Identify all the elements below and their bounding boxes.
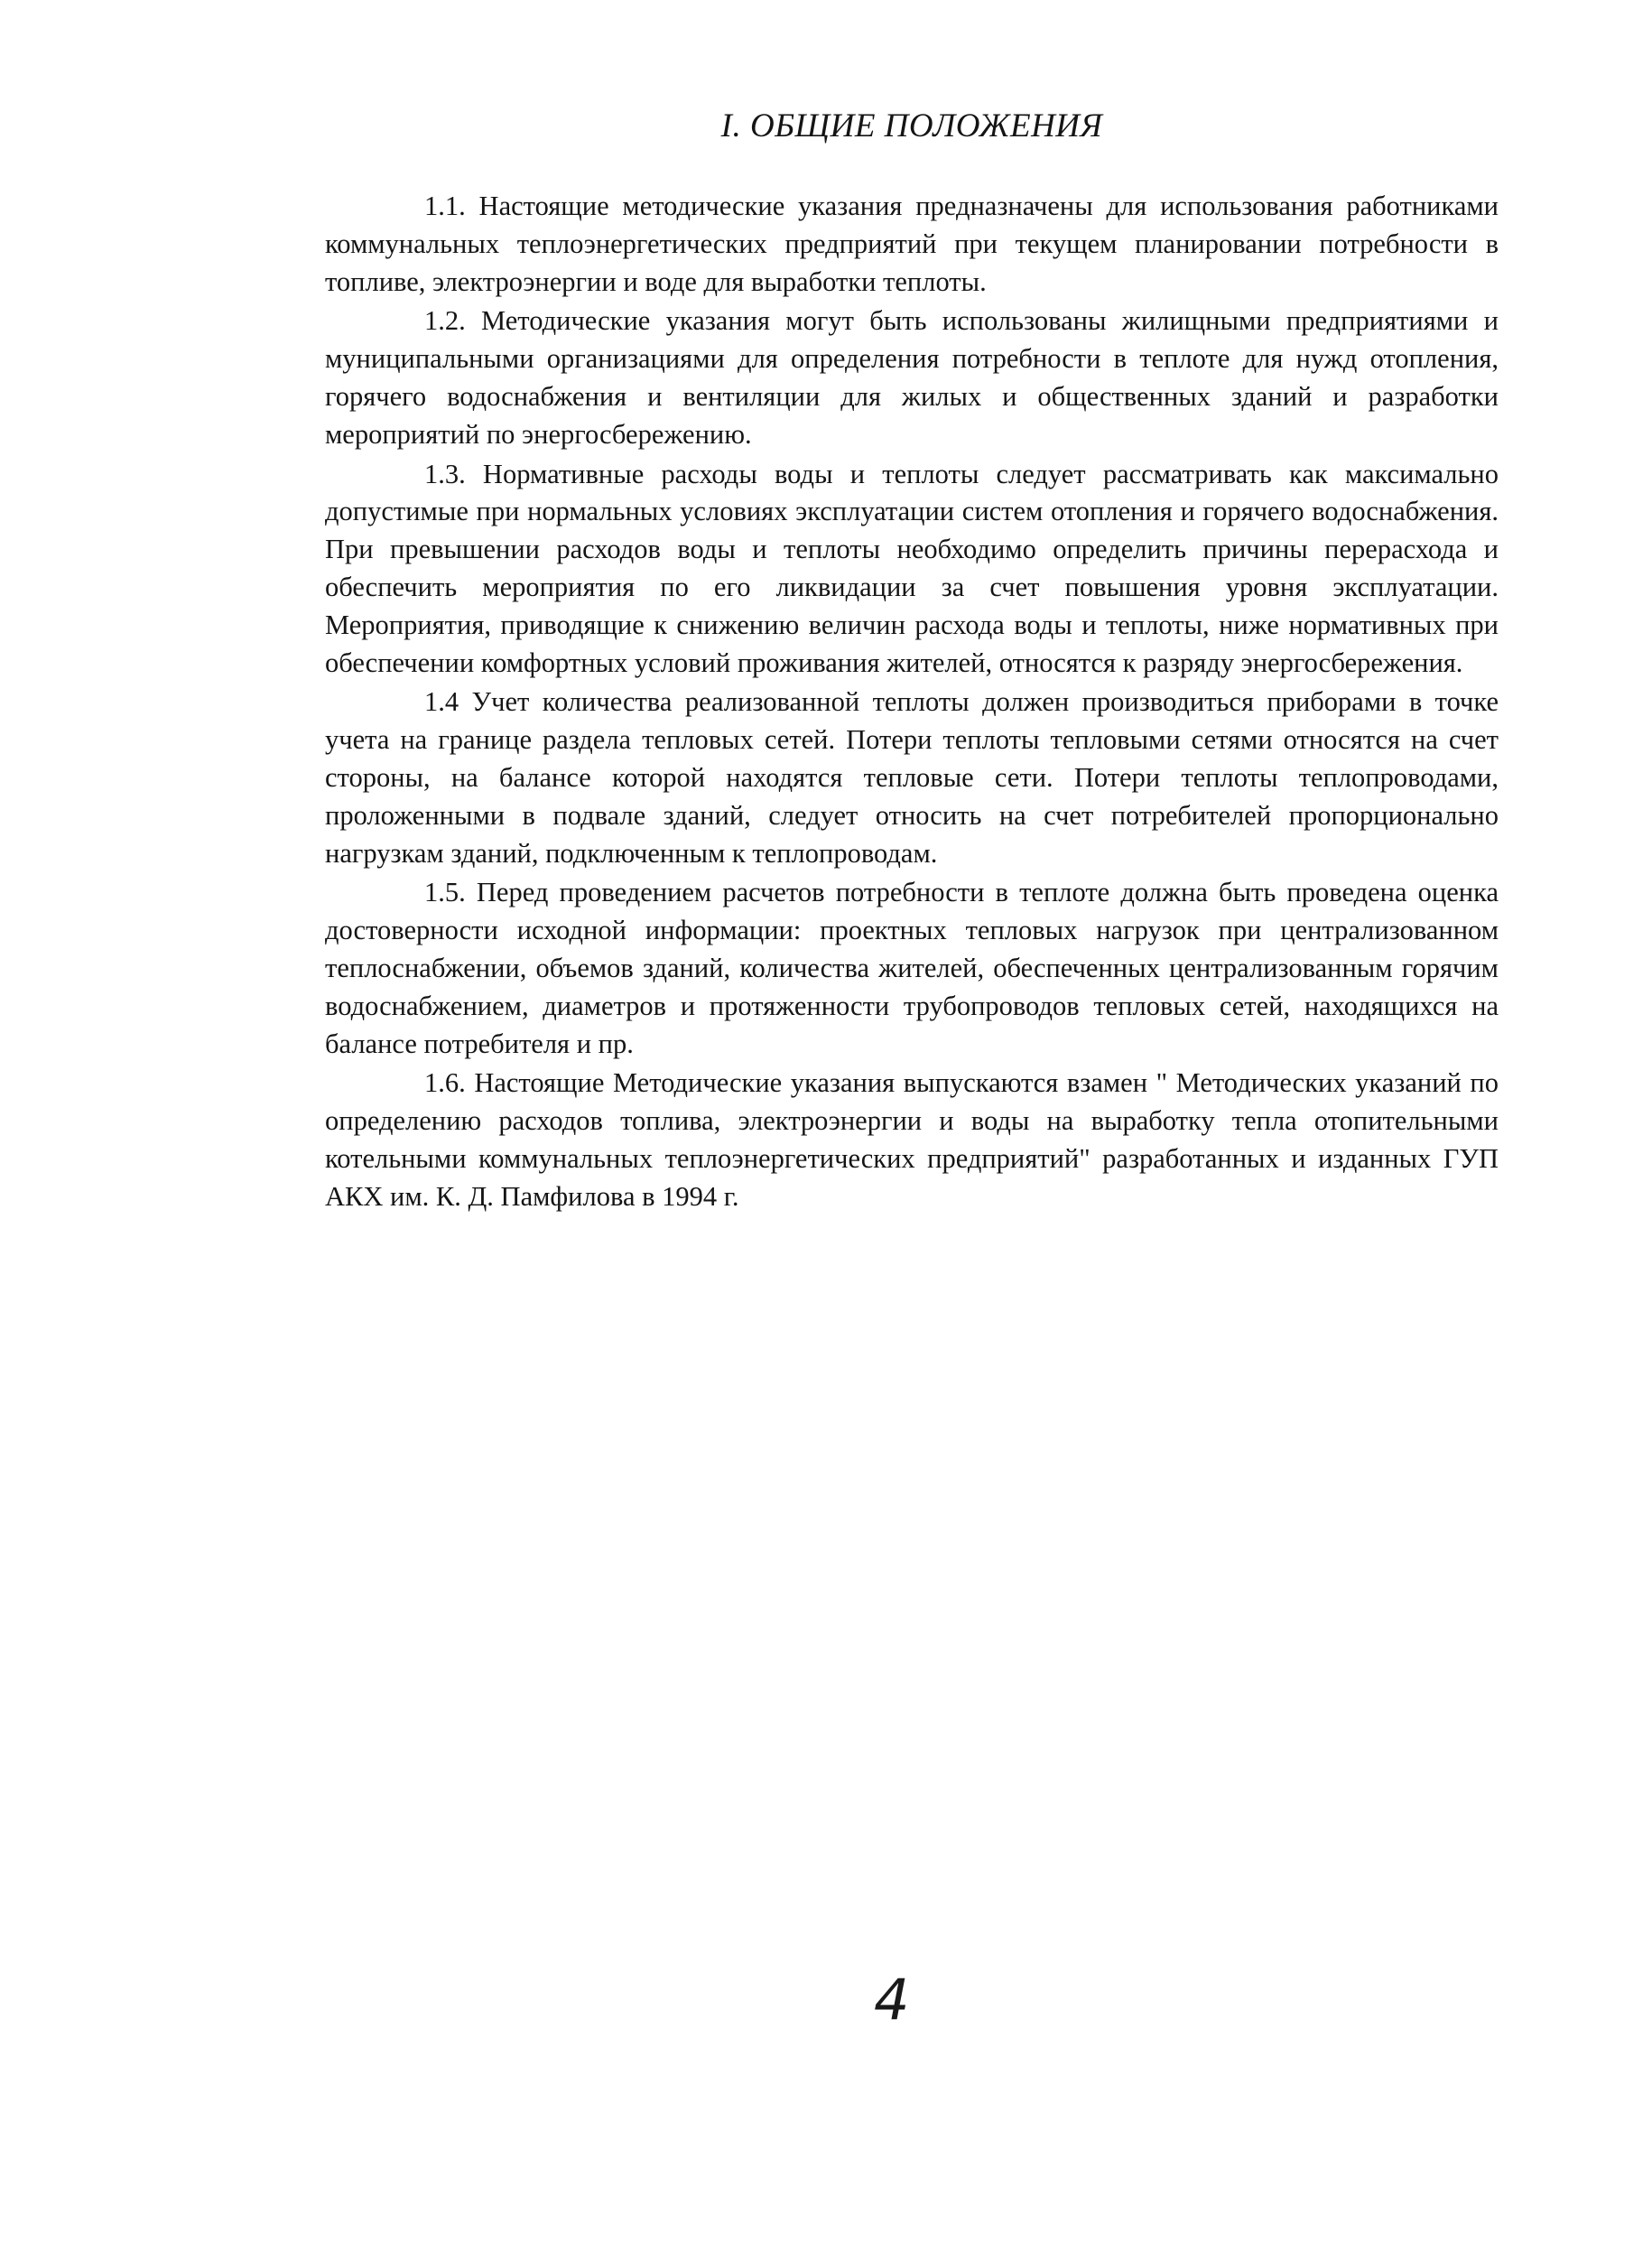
body-text xyxy=(325,188,1499,1216)
section-heading: I. ОБЩИЕ ПОЛОЖЕНИЯ xyxy=(720,107,1103,144)
paragraph-1-6: 1.6. Настоящие Методические указания выпускаются взамен " Методических указаний по определению расходов топлива, электроэнергии и воды на выработку тепла отопительными котельными коммунальных теплоэнергетических предприятий" разработанных и изданных ГУП АКХ им. К. Д. Памфилова в 1994 г. xyxy=(325,1067,1499,1212)
paragraph-1-2: 1.2. Методические указания могут быть использованы жилищными предприятиями и муниципальными организациями для определения потребности в теплоте для нужд отопления, горячего водоснабжения и вентиляции для жилых и общественных зданий и разработки мероприятий по энергосбережению. xyxy=(325,305,1499,450)
paragraph-1-1: 1.1. Настоящие методические указания предназначены для использования работниками коммунальных теплоэнергетических предприятий при текущем планировании потребности в топливе, электроэнергии и воде для выработки теплоты. xyxy=(325,191,1499,297)
page-number: 4 xyxy=(874,1967,910,2033)
paragraph-1-5: 1.5. Перед проведением расчетов потребности в теплоте должна быть проведена оценка достоверности исходной информации: проектных тепловых нагрузок при централизованном теплоснабжении, объемов зданий, количества жителей, обеспеченных централизованным горячим водоснабжением, диаметров и протяженности трубопроводов тепловых сетей, находящихся на балансе потребителя и пр. xyxy=(325,877,1499,1059)
paragraph-1-4: 1.4 Учет количества реализованной теплоты должен производиться приборами в точке учета на границе раздела тепловых сетей. Потери теплоты тепловыми сетями относятся на счет стороны, на балансе которой находятся тепловые сети. Потери теплоты теплопроводами, проложенными в подвале зданий, следует относить на счет потребителей пропорционально нагрузкам зданий, подключенным к теплопроводам. xyxy=(325,686,1499,869)
paragraph-1-3: 1.3. Нормативные расходы воды и теплоты следует рассматривать как максимально допустимые при нормальных условиях эксплуатации систем отопления и горячего водоснабжения. При превышении расходов воды и теплоты необходимо определить причины перерасхода и обеспечить мероприятия по его ликвидации за счет повышения уровня эксплуатации. Мероприятия, приводящие к снижению величин расхода воды и теплоты, ниже нормативных при обеспечении комфортных условий проживания жителей, относятся к разряду энергосбережения. xyxy=(325,458,1499,678)
